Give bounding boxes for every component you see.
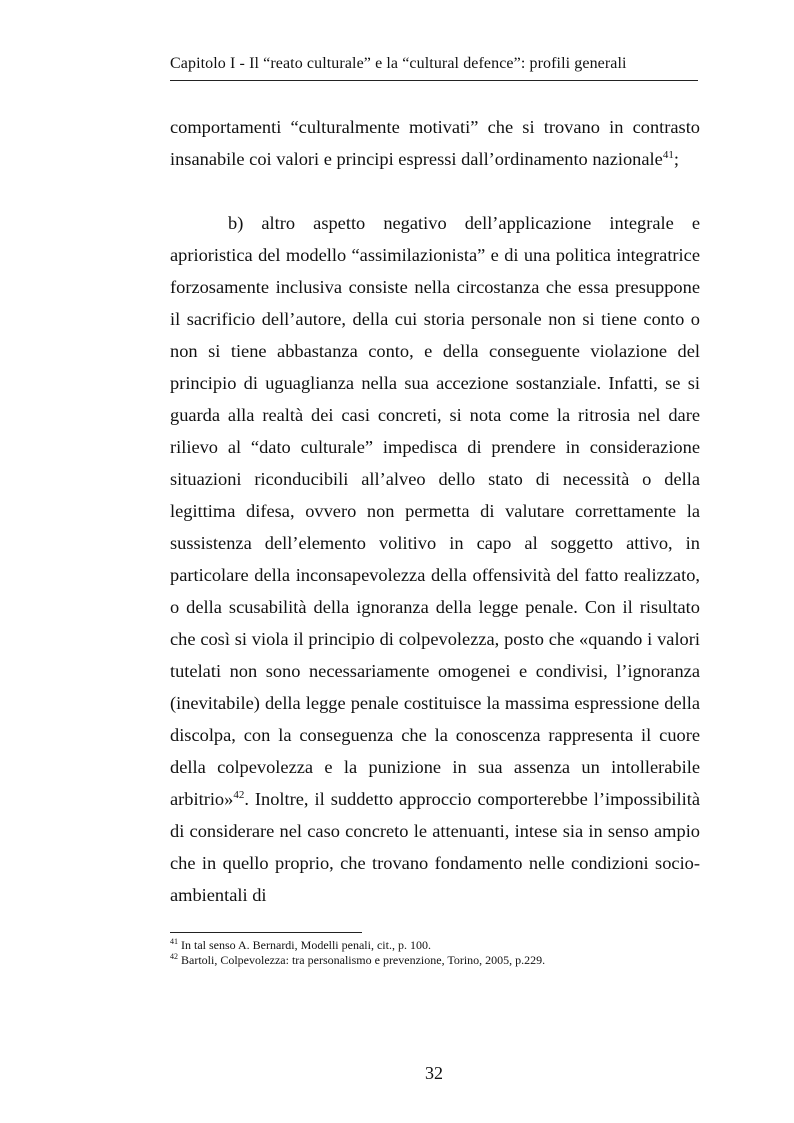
footnote-ref-42[interactable]: 42 [233,788,245,801]
page-number: 32 [425,1063,443,1083]
main-text [170,111,700,911]
footnote-number: 41 [170,937,178,946]
footnote-divider [170,932,362,933]
footnote-41 [170,938,700,953]
paragraph-2-text-2: . Inoltre, il suddetto approccio comporterebbe l’impossibilità di considerare nel caso concreto le attenuanti, intese sia in senso ampio che in quello proprio, che trovano fondamento nelle condizioni socio-ambientali di [170,789,700,905]
paragraph-1-tail: ; [673,149,679,169]
header-divider [170,80,698,81]
paragraph-1-text: comportamenti “culturalmente motivati” che si trovano in contrasto insanabile coi valori e principi espressi dall’ordinamento nazionale [170,117,700,169]
footnote-text: Bartoli, Colpevolezza: tra personalismo e prevenzione, Torino, 2005, p.229. [178,953,546,967]
paragraph-2-text-1: b) altro aspetto negativo dell’applicazione integrale e aprioristica del modello “assimilazionista” e di una politica integratrice forzosamente inclusiva consiste nella circostanza che essa presuppone il sacrificio dell’autore, della cui storia personale non si tiene conto o non si tiene abbastanza conto, e della conseguente violazione del principio di uguaglianza nella sua accezione sostanziale. Infatti, se si guarda alla realtà dei casi concreti, si nota come la ritrosia nel dare rilievo al “dato culturale” impedisca di prendere in considerazione situazioni riconducibili all’alveo dello stato di necessità o della legittima difesa, ovvero non permetta di valutare correttamente la sussistenza dell’elemento volitivo in capo al soggetto attivo, in particolare della inconsapevolezza della offensività del fatto realizzato, o della scusabilità della ignoranza della legge penale. Con il risultato che così si viola il principio di colpevolezza, posto che «quando i valori tutelati non sono necessariamente omogenei e condivisi, l’ignoranza (inevitabile) della legge penale costituisce la massima espressione della discolpa, con la conseguenza che la conoscenza rappresenta il cuore della colpevolezza e la punizione in sua assenza un intollerabile arbitrio» [170,213,700,809]
running-header-title: Capitolo I - Il “reato culturale” e la “cultural defence”: profili generali [170,55,627,72]
footnote-42 [170,953,700,968]
footnote-ref-41[interactable]: 41 [662,148,674,161]
footnotes [170,938,700,968]
footnote-number: 42 [170,952,178,961]
paragraph-continued [170,111,700,175]
running-header [170,54,698,74]
paragraph-b [170,207,700,911]
footnote-text: In tal senso A. Bernardi, Modelli penali, cit., p. 100. [178,938,431,952]
